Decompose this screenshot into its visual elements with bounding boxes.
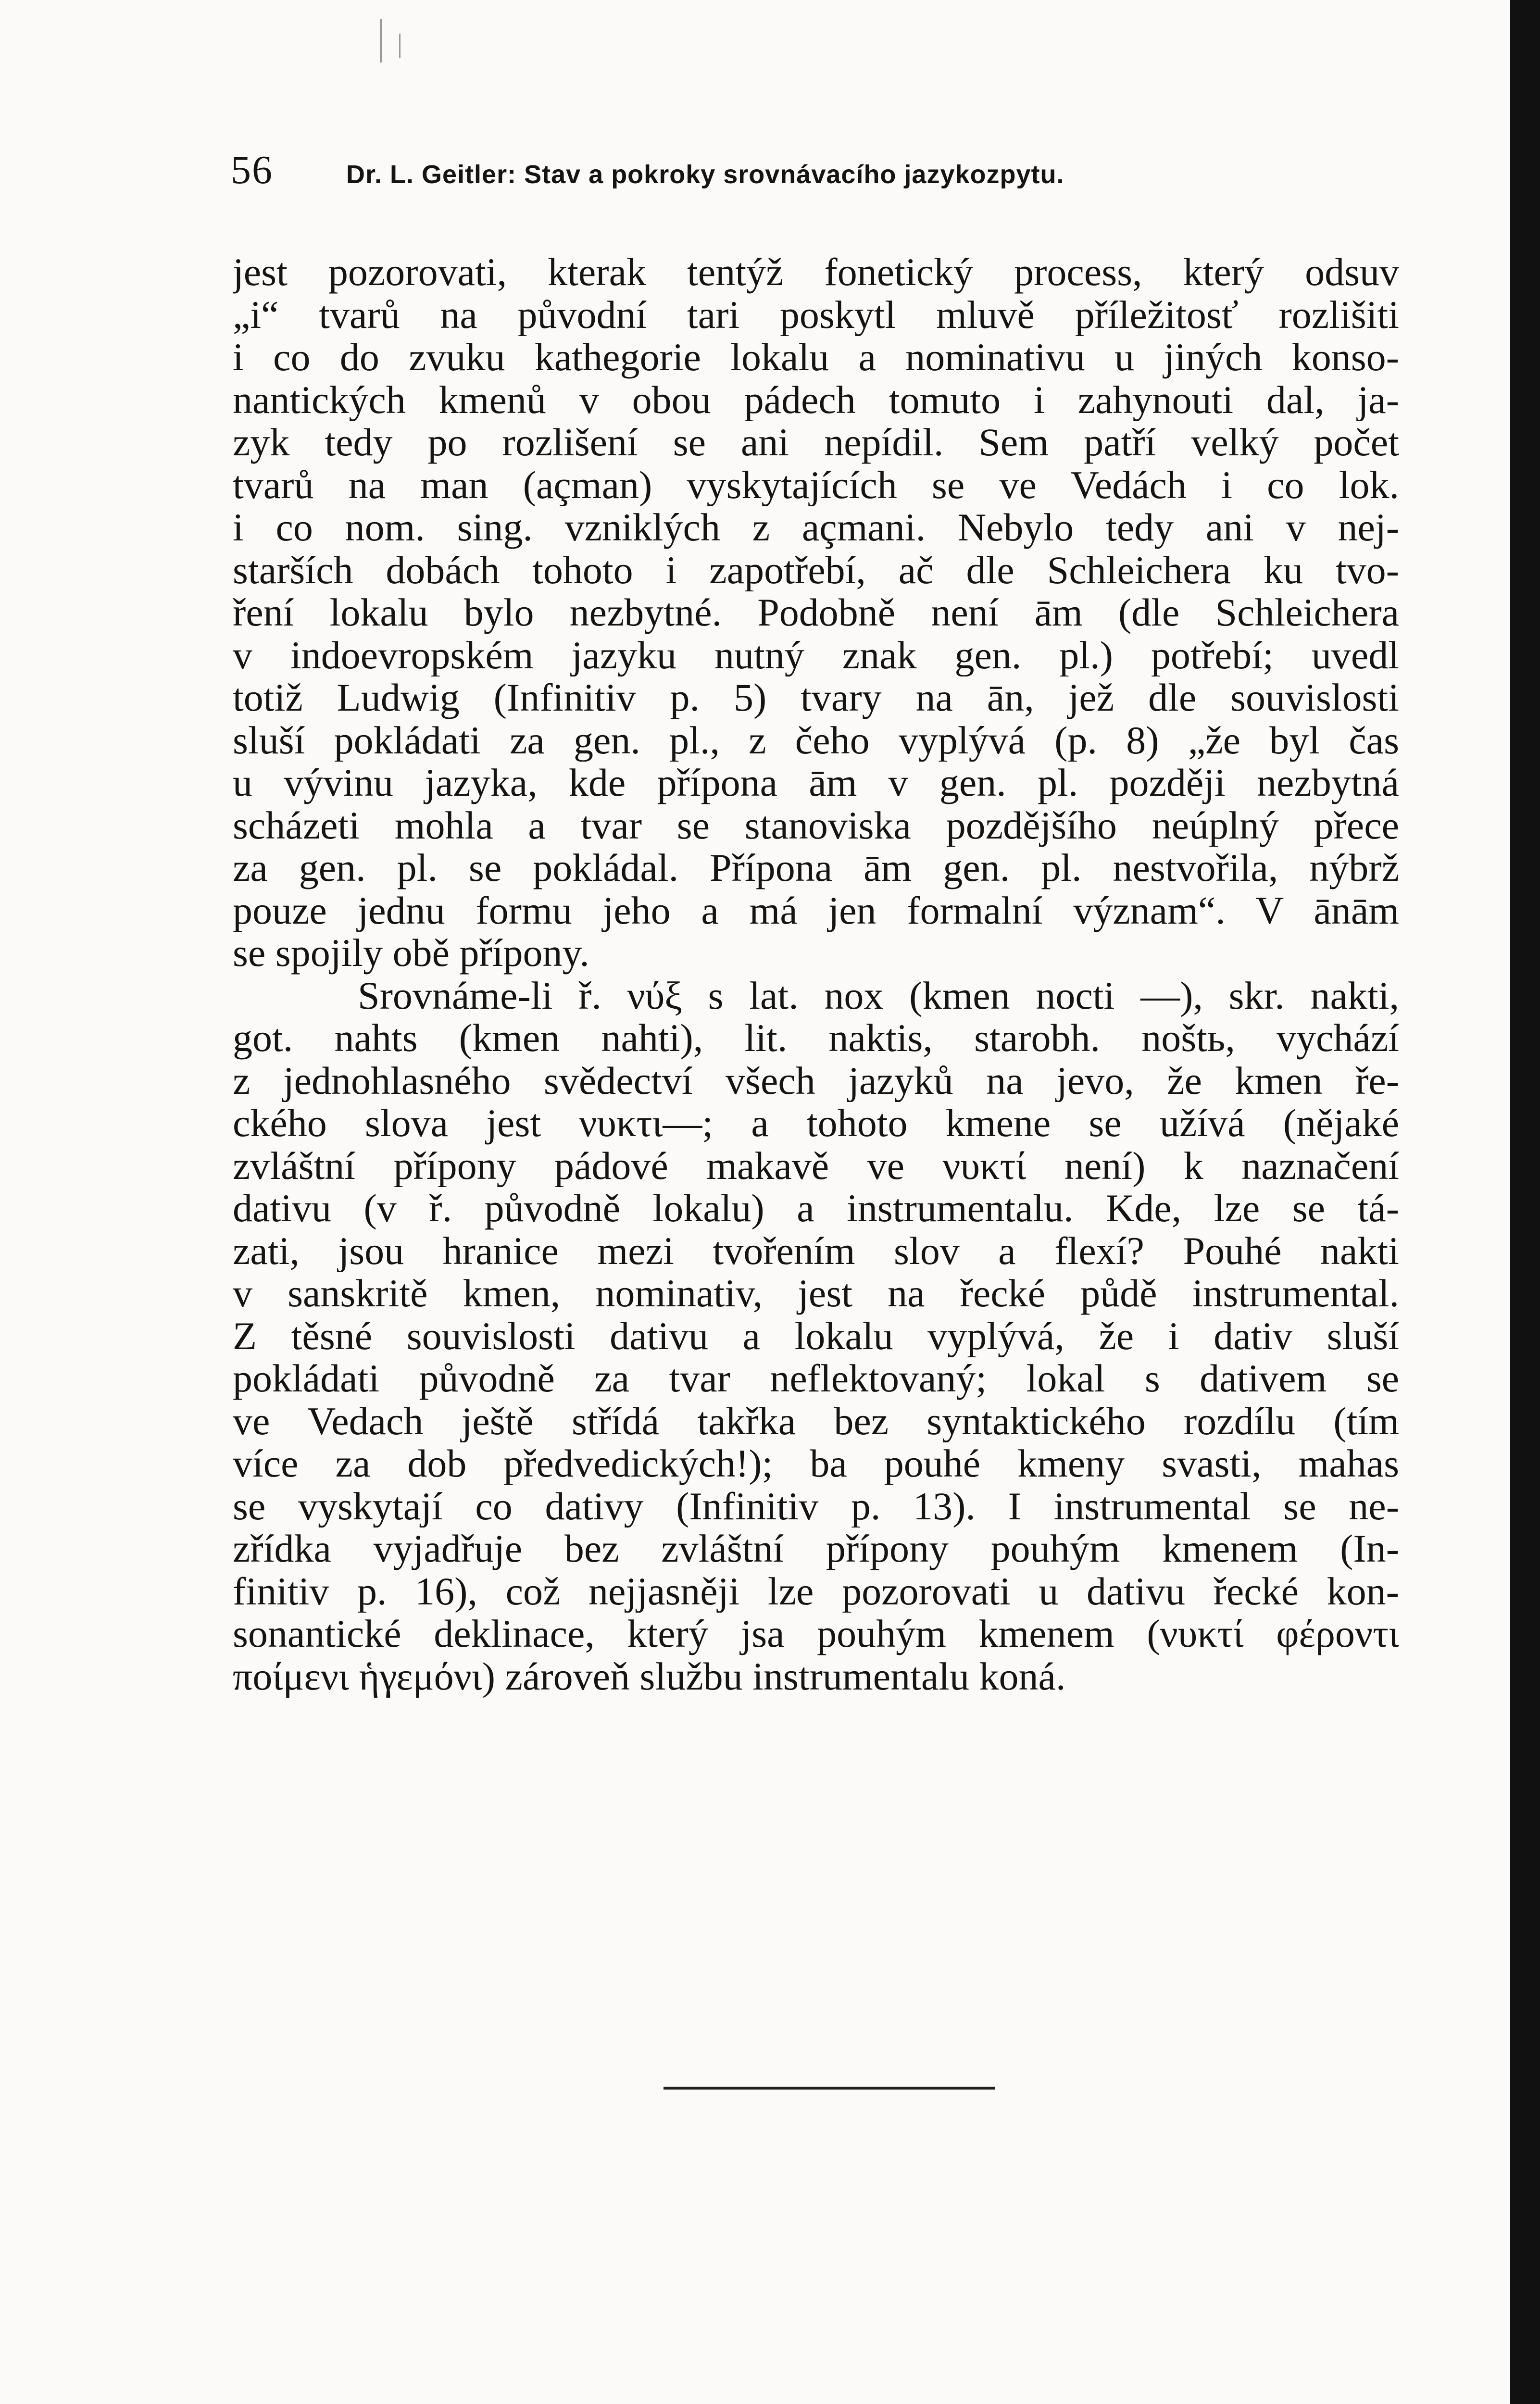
text-line: zřídka vyjadřuje bez zvláštní přípony pouhým kmenem (In- — [233, 1528, 1399, 1570]
text-line: tvarů na man (açman) vyskytajících se ve Vedách i co lok. — [233, 463, 1399, 506]
running-title: Dr. L. Geitler: Stav a pokroky srovnávacího jazykozpytu. — [346, 160, 1064, 189]
footer-rule — [664, 2087, 995, 2090]
text-line: více za dob předvedických!); ba pouhé kmeny svasti, mahas — [233, 1442, 1399, 1485]
text-line: za gen. pl. se pokládal. Přípona ām gen. pl. nestvořila, nýbrž — [233, 847, 1399, 889]
text-line: zyk tedy po rozlišení se ani nepídil. Sem patří velký počet — [233, 421, 1399, 464]
running-head — [231, 147, 1274, 200]
text-line: se spojily obě přípony. — [233, 932, 589, 975]
text-line: nantických kmenů v obou pádech tomuto i zahynouti dal, ja- — [233, 378, 1399, 421]
text-line: zati, jsou hranice mezi tvořením slov a flexí? Pouhé nakti — [233, 1229, 1399, 1272]
page-number: 56 — [231, 148, 273, 192]
text-line: i co do zvuku kathegorie lokalu a nominativu u jiných konso- — [233, 336, 1399, 379]
scan-artifact — [380, 19, 382, 63]
text-line: finitiv p. 16), což nejjasněji lze pozorovati u dativu řecké kon- — [233, 1570, 1399, 1613]
text-line: ποίμενι ἡγεμόνι) zároveň službu instrumentalu koná. — [233, 1655, 1066, 1698]
scan-artifact — [399, 34, 401, 58]
text-line: ření lokalu bylo nezbytné. Podobně není ām (dle Schleichera — [233, 591, 1399, 634]
text-line: sluší pokládati za gen. pl., z čeho vyplývá (p. 8) „že byl čas — [233, 719, 1399, 762]
text-line: scházeti mohla a tvar se stanoviska pozdějšího neúplný přece — [233, 804, 1399, 847]
text-line: ve Vedach ještě střídá takřka bez syntaktického rozdílu (tím — [233, 1400, 1399, 1442]
text-line: i co nom. sing. vzniklých z açmani. Nebylo tedy ani v nej- — [233, 506, 1399, 549]
text-line: zvláštní přípony pádové makavě ve νυκτί není) k naznačení — [233, 1144, 1399, 1187]
text-line: sonantické deklinace, který jsa pouhým kmenem (νυκτί φέροντι — [233, 1613, 1399, 1655]
text-line: ckého slova jest νυκτι—; a tohoto kmene se užívá (nějaké — [233, 1102, 1399, 1145]
scan-edge — [1510, 0, 1540, 2404]
text-line: u vývinu jazyka, kde přípona ām v gen. pl. později nezbytná — [233, 762, 1399, 804]
text-line: Srovnáme-li ř. νύξ s lat. nox (kmen nocti —), skr. nakti, — [358, 974, 1399, 1017]
text-line: pouze jednu formu jeho a má jen formalní význam“. V ānām — [233, 889, 1399, 932]
text-line: got. nahts (kmen nahti), lit. naktis, starobh. noštь, vychází — [233, 1017, 1399, 1060]
text-line: Z těsné souvislosti dativu a lokalu vyplývá, že i dativ sluší — [233, 1315, 1399, 1357]
text-line: starších dobách tohoto i zapotřebí, ač dle Schleichera ku tvo- — [233, 549, 1399, 591]
text-line: totiž Ludwig (Infinitiv p. 5) tvary na ān, jež dle souvislosti — [233, 676, 1399, 719]
body-text — [233, 251, 1399, 1698]
text-line: pokládati původně za tvar neflektovaný; lokal s dativem se — [233, 1357, 1399, 1400]
text-line: „i“ tvarů na původní tari poskytl mluvě příležitosť rozlišiti — [233, 293, 1399, 336]
text-line: se vyskytají co dativy (Infinitiv p. 13). I instrumental se ne- — [233, 1485, 1399, 1528]
text-line: dativu (v ř. původně lokalu) a instrumentalu. Kde, lze se tá- — [233, 1187, 1399, 1230]
text-line: v indoevropském jazyku nutný znak gen. pl.) potřebí; uvedl — [233, 634, 1399, 676]
text-line: jest pozorovati, kterak tentýž fonetický process, který odsuv — [233, 251, 1399, 294]
text-line: v sanskritě kmen, nominativ, jest na řecké půdě instrumental. — [233, 1272, 1399, 1315]
text-line: z jednohlasného svědectví všech jazyků na jevo, že kmen ře- — [233, 1059, 1399, 1102]
